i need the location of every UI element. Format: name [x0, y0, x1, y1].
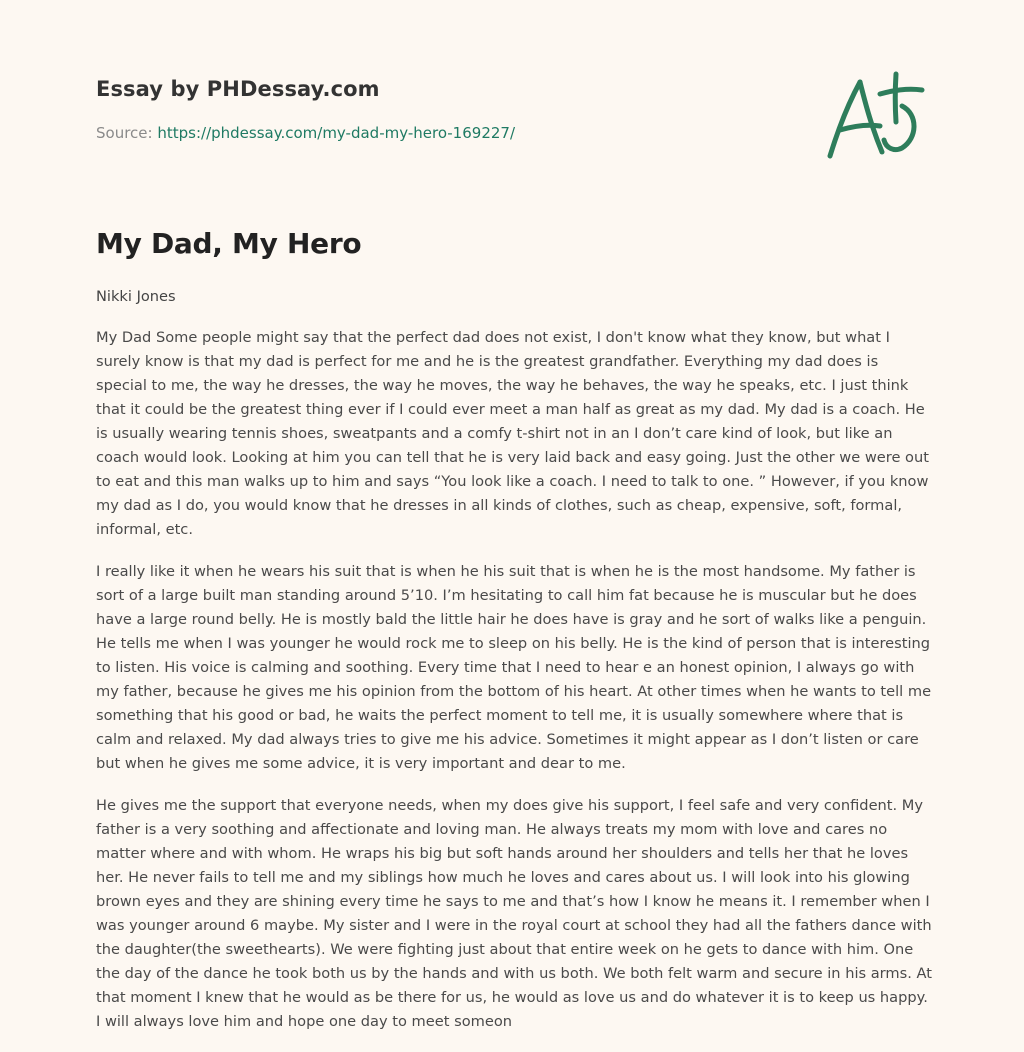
site-title: Essay by PHDessay.com — [96, 77, 380, 101]
essay-title: My Dad, My Hero — [96, 227, 362, 260]
author-name: Nikki Jones — [96, 288, 176, 305]
essay-body — [96, 326, 932, 1052]
source-line — [96, 124, 515, 142]
source-label: Source: — [96, 124, 153, 142]
essay-paragraph: He gives me the support that everyone needs, when my does give his support, I feel safe and very confident. My father is a very soothing and affectionate and loving man. He always treats my mom with love and cares no matter where and with whom. He wraps his big but soft hands around her shoulders and tells her that he loves her. He never fails to tell me and my siblings how much he loves and cares about us. I will look into his glowing brown eyes and they are shining every time he says to me and that’s how I know he means it. I remember when I was younger around 6 maybe. My sister and I were in the royal court at school they had all the fathers dance with the daughter(the sweethearts). We were fighting just about that entire week on he gets to dance with him. One the day of the dance he took both us by the hands and with us both. We both felt warm and secure in his arms. At that moment I knew that he would as be there for us, he would as love us and do whatever it is to keep us happy. I will always love him and hope one day to meet someon — [96, 797, 932, 1030]
essay-paragraph: My Dad Some people might say that the perfect dad does not exist, I don't know what they know, but what I surely know is that my dad is perfect for me and he is the greatest grandfather. Everything my dad does is special to me, the way he dresses, the way he moves, the way he behaves, the way he speaks, etc. I just think that it could be the greatest thing ever if I could ever meet a man half as great as my dad. My dad is a coach. He is usually wearing tennis shoes, sweatpants and a comfy t-shirt not in an I don’t care kind of look, but like an coach would look. Looking at him you can tell that he is very laid back and easy going. Just the other we were out to eat and this man walks up to him and says “You look like a coach. I need to talk to one. ” However, if you know my dad as I do, you would know that he dresses in all kinds of clothes, such as cheap, expensive, soft, formal, informal, etc. — [96, 329, 929, 538]
essay-paragraph: I really like it when he wears his suit that is when he his suit that is when he is the most handsome. My father is sort of a large built man standing around 5’10. I’m hesitating to call him fat because he is muscular but he does have a large round belly. He is mostly bald the little hair he does have is gray and he sort of walks like a penguin. He tells me when I was younger he would rock me to sleep on his belly. He is the kind of person that is interesting to listen. His voice is calming and soothing. Every time that I need to hear e an honest opinion, I always go with my father, because he gives me his opinion from the bottom of his heart. At other times when he wants to tell me something that his good or bad, he waits the perfect moment to tell me, it is usually somewhere where that is calm and relaxed. My dad always tries to give me his advice. Sometimes it might appear as I don’t listen or care but when he gives me some advice, it is very important and dear to me. — [96, 563, 932, 772]
source-link[interactable]: https://phdessay.com/my-dad-my-hero-169227/ — [157, 124, 516, 142]
a-plus-logo-icon — [822, 68, 926, 164]
